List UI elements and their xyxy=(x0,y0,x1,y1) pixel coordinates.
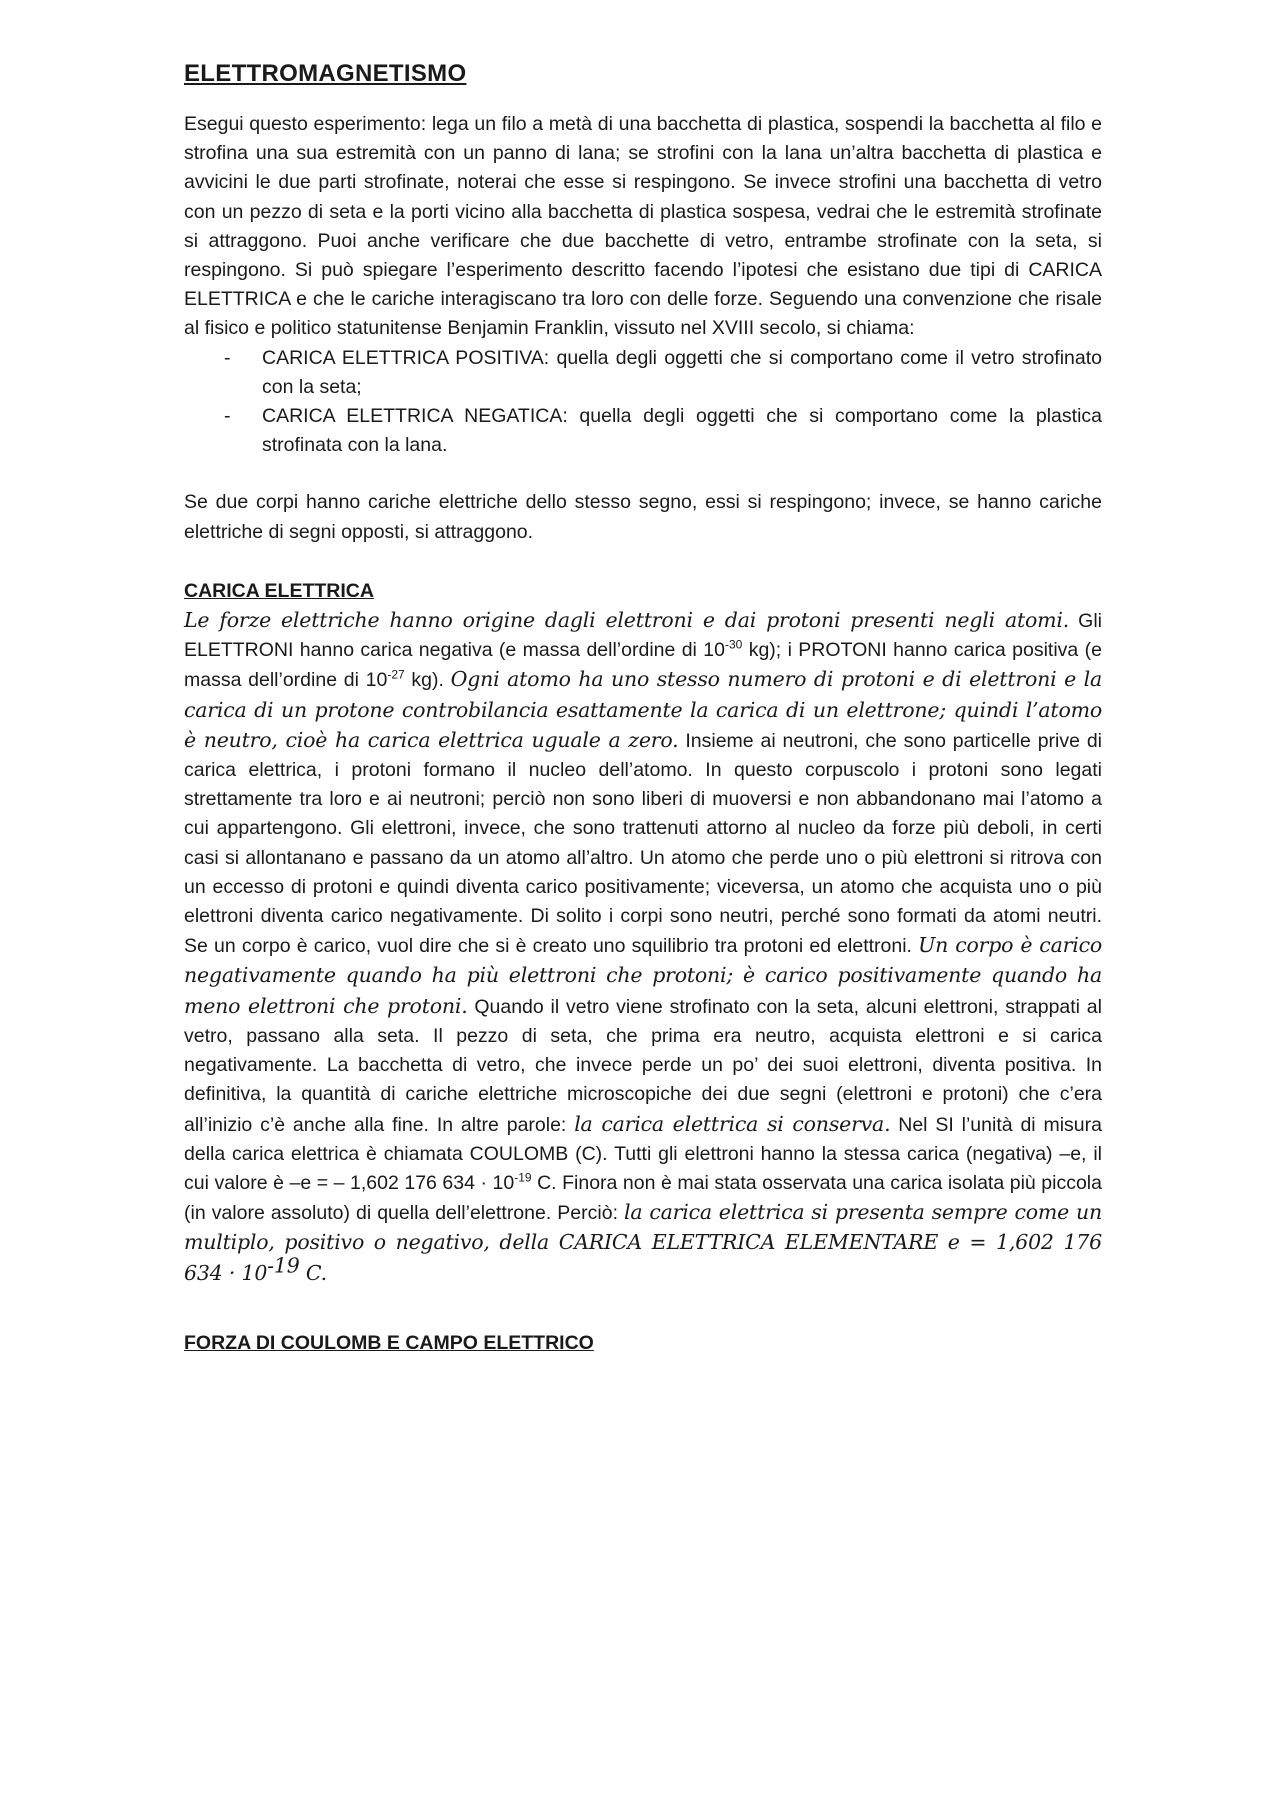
handwritten-highlight: Un corpo è carico negativamente quando ha più elettroni che protoni; è carico positivamente quando ha meno elettroni che protoni. xyxy=(184,933,1102,1018)
handwritten-highlight: C. xyxy=(299,1260,327,1285)
document-page xyxy=(184,60,1102,1358)
charge-type-list xyxy=(184,344,1102,461)
intro-paragraph: Esegui questo esperimento: lega un filo a metà di una bacchetta di plastica, sospendi la bacchetta al filo e strofina una sua estremità con un panno di lana; se strofini con la lana un’altra bacchetta di plastica e avvicini le due parti strofinate, noterai che esse si respingono. Se invece strofini una bacchetta di vetro con un pezzo di seta e la porti vicino alla bacchetta di plastica sospesa, vedrai che le estremità strofinate si attraggono. Puoi anche verificare che due bacchette di vetro, entrambe strofinate con la seta, si respingono. Si può spiegare l’esperimento descritto facendo l’ipotesi che esistano due tipi di CARICA ELETTRICA e che le cariche interagiscano tra loro con delle forze. Seguendo una convenzione che risale al fisico e politico statunitense Benjamin Franklin, vissuto nel XVIII secolo, si chiama: xyxy=(184,113,1102,340)
list-dash: - xyxy=(224,405,231,428)
body-text: Quando il vetro viene strofinato con la seta, alcuni elettroni, strappati al vetro, passano alla seta. Il pezzo di seta, che prima era neutro, acquista elettroni e si carica negativamente. La bacchetta di vetro, che invece perde un po’ dei suoi elettroni, diventa positiva. In definitiva, la quantità di cariche elettriche microscopiche dei due segni (elettroni e protoni) che c’era all’inizio c’è anche alla fine. In altre parole: xyxy=(184,995,1102,1136)
handwritten-highlight: la carica elettrica si presenta sempre come un multiplo, positivo o negativo, della CARICA ELETTRICA ELEMENTARE e = 1,602 176 634 · 10 xyxy=(184,1200,1102,1285)
body-text: kg). xyxy=(404,669,451,692)
spacer xyxy=(184,460,1102,488)
list-item-text: CARICA ELETTRICA POSITIVA: quella degli oggetti che si comportano come il vetro strofinato con la seta; xyxy=(262,346,1102,398)
exponent: -27 xyxy=(387,667,405,682)
list-item xyxy=(184,402,1102,460)
section-heading-forza-di-coulomb: FORZA DI COULOMB E CAMPO ELETTRICO xyxy=(184,1331,594,1354)
body-text: kg); i PROTONI hanno carica positiva (e massa dell’ordine di 10 xyxy=(184,639,1102,692)
body-text: C. Finora non è mai stata osservata una carica isolata più piccola (in valore assoluto) di quella dell’elettrone. Perciò: xyxy=(184,1171,1102,1225)
list-dash: - xyxy=(224,346,231,369)
handwritten-highlight: la carica elettrica si conserva. xyxy=(574,1111,891,1136)
body-text: Insieme ai neutroni, che sono particelle prive di carica elettrica, i protoni formano il nucleo dell’atomo. In questo corpuscolo i protoni sono legati strettamente tra loro e ai neutroni; perciò non sono liberi di muoversi e non abbandonano mai l’atomo a cui appartengono. Gli elettroni, invece, che sono trattenuti attorno al nucleo da forze più deboli, in certi casi si allontanano e passano da un atomo all’altro. Un atomo che perde uno o più elettroni si ritrova con un eccesso di protoni e quindi diventa carico positivamente; viceversa, un atomo che acquista uno o più elettroni diventa carico negativamente. Di solito i corpi sono neutri, perché sono formati da atomi neutri. Se un corpo è carico, vuol dire che si è creato uno squilibrio tra protoni ed elettroni. xyxy=(184,729,1103,958)
spacer xyxy=(184,547,1102,577)
charge-paragraph xyxy=(184,606,1102,1289)
spacer xyxy=(184,1289,1102,1329)
handwritten-highlight: Le forze elettriche hanno origine dagli elettroni e dai protoni presenti negli atomi. xyxy=(184,608,1070,633)
list-item xyxy=(184,344,1102,402)
exponent: -19 xyxy=(267,1253,300,1278)
exponent: -19 xyxy=(514,1170,532,1185)
exponent: -30 xyxy=(724,637,743,652)
body-text: Nel SI l’unità di misura della carica elettrica è chiamata COULOMB (C). Tutti gli elettroni hanno la stessa carica (negativa) –e, il cui valore è –e = – 1,602 176 634 · 10 xyxy=(184,1113,1102,1194)
body-text: Gli ELETTRONI hanno carica negativa (e massa dell’ordine di 10 xyxy=(184,610,1103,662)
list-item-text: CARICA ELETTRICA NEGATICA: quella degli oggetti che si comportano come la plastica strofinata con la lana. xyxy=(262,405,1102,457)
page-title: ELETTROMAGNETISMO xyxy=(184,60,467,87)
signs-paragraph: Se due corpi hanno cariche elettriche dello stesso segno, essi si respingono; invece, se hanno cariche elettriche di segni opposti, si attraggono. xyxy=(184,491,1102,543)
section-heading-carica-elettrica: CARICA ELETTRICA xyxy=(184,579,374,602)
handwritten-highlight: Ogni atomo ha uno stesso numero di protoni e di elettroni e la carica di un protone controbilancia esattamente la carica di un elettrone; quindi l’atomo è neutro, cioè ha carica elettrica uguale a zero. xyxy=(184,667,1102,752)
